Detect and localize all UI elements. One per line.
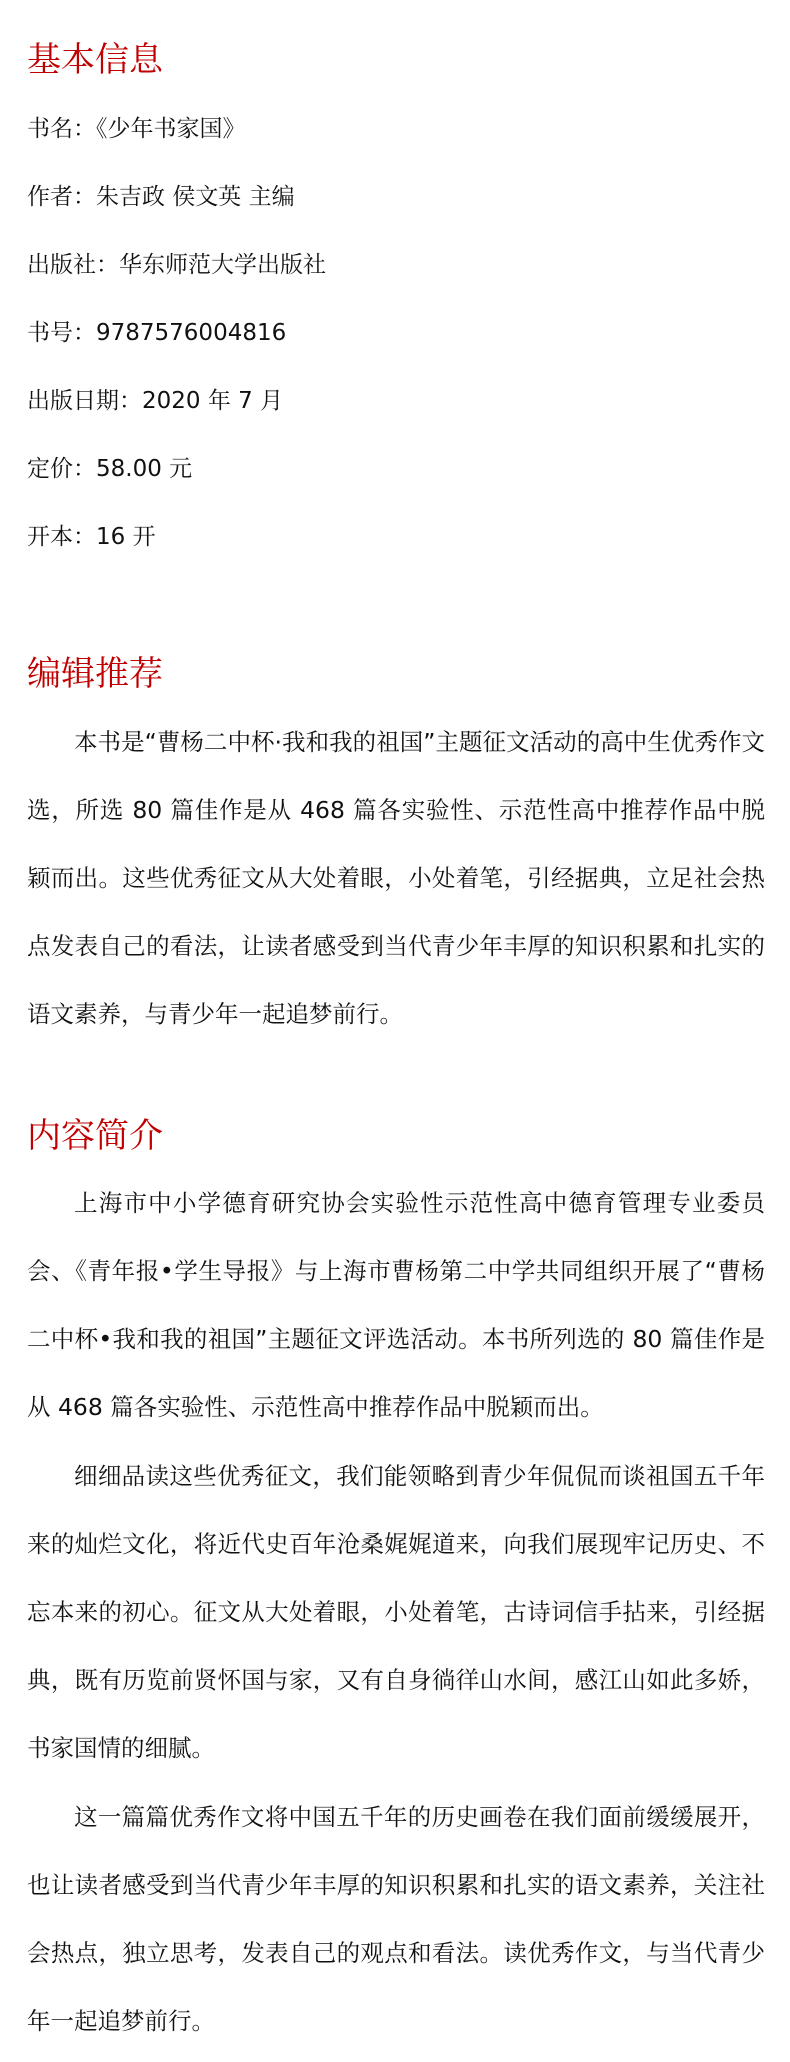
content-summary-heading: 内容简介 [27, 1116, 163, 1156]
basic-info-heading: 基本信息 [27, 40, 163, 80]
info-isbn: 书号：9787576004816 [27, 320, 287, 346]
info-book-title: 书名：《少年书家国》 [27, 116, 246, 142]
editor-recommendation-paragraph: 本书是“曹杨二中杯·我和我的祖国”主题征文活动的高中生优秀作文选，所选 80 篇佳作是从 468 篇各实验性、示范性高中推荐作品中脱颖而出。这些优秀征文从大处着眼，小处着笔，引经据典，立足社会热点发表自己的看法，让读者感受到当代青少年丰厚的知识积累和扎实的语文素养，与青少年一起追梦前行。 [27, 728, 765, 1028]
info-authors: 作者：朱吉政 侯文英 主编 [27, 184, 295, 210]
content-summary-paragraph-3: 这一篇篇优秀作文将中国五千年的历史画卷在我们面前缓缓展开，也让读者感受到当代青少年丰厚的知识积累和扎实的语文素养，关注社会热点，独立思考，发表自己的观点和看法。读优秀作文，与当代青少年一起追梦前行。 [27, 1803, 765, 2035]
content-summary-paragraph-2: 细细品读这些优秀征文，我们能领略到青少年侃侃而谈祖国五千年来的灿烂文化，将近代史百年沧桑娓娓道来，向我们展现牢记历史、不忘本来的初心。征文从大处着眼，小处着笔，古诗词信手拈来，引经据典，既有历览前贤怀国与家，又有自身徜徉山水间，感江山如此多娇，书家国情的细腻。 [27, 1462, 765, 1762]
info-price: 定价：58.00 元 [27, 456, 193, 482]
info-publisher: 出版社：华东师范大学出版社 [27, 252, 326, 278]
content-summary-paragraph-1: 上海市中小学德育研究协会实验性示范性高中德育管理专业委员会、《青年报•学生导报》与上海市曹杨第二中学共同组织开展了“曹杨二中杯•我和我的祖国”主题征文评选活动。本书所列选的 80 篇佳作是从 468 篇各实验性、示范性高中推荐作品中脱颖而出。 [27, 1189, 765, 1421]
info-format: 开本：16 开 [27, 524, 156, 550]
editor-recommendation-heading: 编辑推荐 [27, 654, 163, 694]
info-publish-date: 出版日期：2020 年 7 月 [27, 388, 284, 414]
